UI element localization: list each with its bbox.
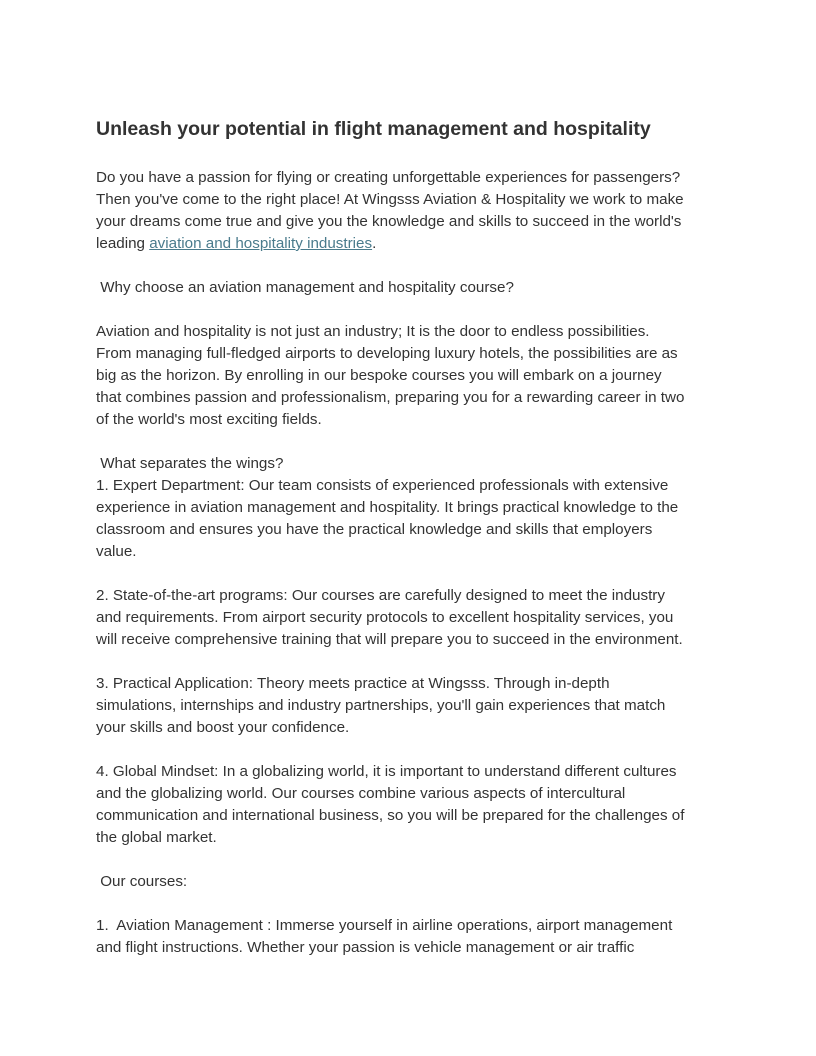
text-line: Aviation and hospitality is not just an industry; It is the door to endless possibilities.	[96, 323, 650, 340]
text-line: big as the horizon. By enrolling in our bespoke courses you will embark on a journey	[96, 367, 662, 384]
text-line: 4. Global Mindset: In a globalizing world, it is important to understand different cultures	[96, 763, 677, 780]
paragraph	[96, 673, 684, 739]
paragraph	[96, 277, 684, 299]
text-line: 2. State-of-the-art programs: Our courses are carefully designed to meet the industry	[96, 587, 665, 604]
document-body	[96, 167, 684, 981]
text-line: will receive comprehensive training that will prepare you to succeed in the environment.	[96, 631, 683, 648]
text-line	[96, 233, 684, 255]
text-line: Our courses:	[96, 873, 188, 890]
paragraph	[96, 321, 684, 431]
text-line: classroom and ensures you have the practical knowledge and skills that employers	[96, 521, 653, 538]
text-line: your skills and boost your confidence.	[96, 719, 350, 736]
text-line: 3. Practical Application: Theory meets practice at Wingsss. Through in-depth	[96, 675, 610, 692]
text-line: 1. Expert Department: Our team consists of experienced professionals with extensive	[96, 477, 669, 494]
text-line: experience in aviation management and hospitality. It brings practical knowledge to the	[96, 499, 679, 516]
text-line: Do you have a passion for flying or creating unforgettable experiences for passengers?	[96, 169, 681, 186]
text-line: and requirements. From airport security protocols to excellent hospitality services, you	[96, 609, 674, 626]
text-line: your dreams come true and give you the knowledge and skills to succeed in the world's	[96, 213, 682, 230]
text-line: Why choose an aviation management and hospitality course?	[96, 279, 514, 296]
paragraph	[96, 585, 684, 651]
text-line: What separates the wings?	[96, 455, 284, 472]
text-line: 1. Aviation Management : Immerse yourself in airline operations, airport management	[96, 917, 673, 934]
text-line: the global market.	[96, 829, 217, 846]
document-title: Unleash your potential in flight management and hospitality	[96, 118, 651, 140]
text-line: Then you've come to the right place! At Wingsss Aviation & Hospitality we work to make	[96, 191, 684, 208]
text-line: From managing full-fledged airports to developing luxury hotels, the possibilities are as	[96, 345, 678, 362]
text-line: and flight instructions. Whether your passion is vehicle management or air traffic	[96, 939, 635, 956]
text-line: that combines passion and professionalism, preparing you for a rewarding career in two	[96, 389, 685, 406]
text-line: communication and international business, so you will be prepared for the challenges of	[96, 807, 685, 824]
paragraph	[96, 761, 684, 849]
text-line: of the world's most exciting fields.	[96, 411, 322, 428]
text-fragment: .	[372, 235, 377, 252]
industries-link[interactable]: aviation and hospitality industries	[149, 235, 373, 252]
text-line: and the globalizing world. Our courses combine various aspects of intercultural	[96, 785, 626, 802]
text-line: simulations, internships and industry partnerships, you'll gain experiences that match	[96, 697, 666, 714]
text-fragment: leading	[96, 235, 150, 252]
text-line: value.	[96, 543, 137, 560]
intro-paragraph	[96, 167, 684, 255]
paragraph	[96, 871, 684, 893]
paragraph	[96, 475, 684, 563]
paragraph	[96, 453, 684, 475]
paragraph	[96, 915, 684, 959]
